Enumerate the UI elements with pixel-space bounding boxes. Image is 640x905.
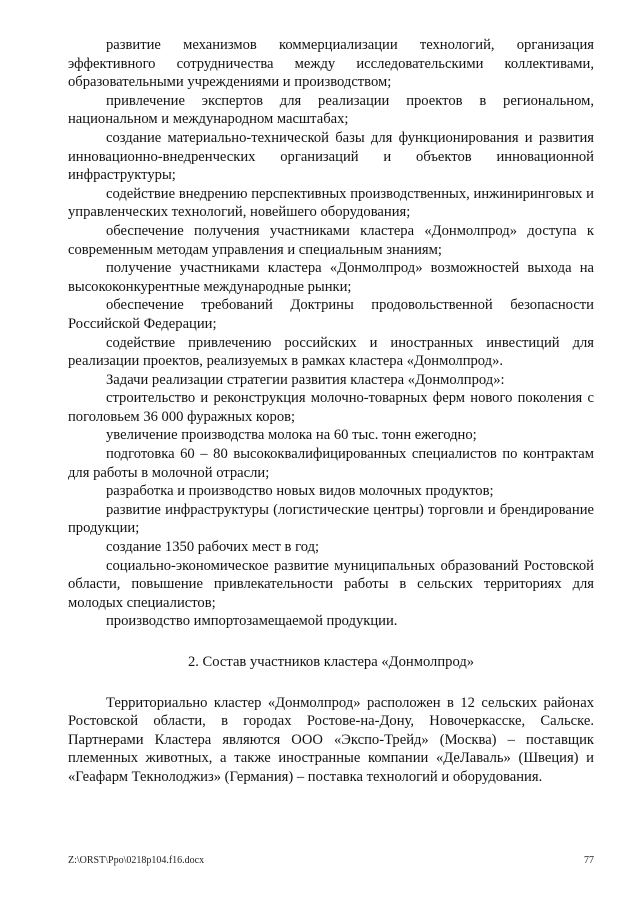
document-body [68, 36, 594, 787]
list-item: развитие механизмов коммерциализации технологий, организация эффективного сотрудничества между исследовательскими коллективами, образовательными учреждениями и производством; [68, 37, 594, 91]
list-item: создание 1350 рабочих мест в год; [106, 539, 320, 556]
section-paragraph: Территориально кластер «Донмолпрод» расположен в 12 сельских районах Ростовской области, в городах Ростове-на-Дону, Новочеркасске, Сальске. Партнерами Кластера являются ООО «Экспо-Трейд» (Москва) – поставщик племенных животных, а также иностранные компании «ДеЛаваль» (Швеция) и «Геафарм Текнолоджиз» (Германия) – поставка технологий и оборудования. [68, 694, 594, 785]
list-item: обеспечение получения участниками кластера «Донмолпрод» доступа к современным методам управления и специальным знаниям; [68, 222, 594, 258]
list-item: увеличение производства молока на 60 тыс. тонн ежегодно; [106, 427, 477, 444]
footer-file-path: Z:\ORST\Ppo\0218p104.f16.docx [68, 855, 205, 866]
tasks-intro: Задачи реализации стратегии развития кластера «Донмолпрод»: [106, 371, 505, 388]
list-item: создание материально-технической базы для функционирования и развития инновационно-внедренческих организаций и объектов инновационной инфраструктуры; [68, 129, 594, 184]
list-item: содействие привлечению российских и иностранных инвестиций для реализации проектов, реализуемых в рамках кластера «Донмолпрод». [68, 334, 594, 370]
list-item: социально-экономическое развитие муниципальных образований Ростовской области, повышение привлекательности работы в сельских территориях для молодых специалистов; [68, 557, 594, 611]
list-item: производство импортозамещаемой продукции. [106, 613, 398, 630]
list-item: обеспечение требований Доктрины продовольственной безопасности Российской Федерации; [68, 297, 594, 332]
list-item: подготовка 60 – 80 высококвалифицированных специалистов по контрактам для работы в молочной отрасли; [68, 446, 594, 481]
section-heading: 2. Состав участников кластера «Донмолпрод» [187, 654, 475, 670]
list-item: строительство и реконструкция молочно-товарных ферм нового поколения с поголовьем 36 000 фуражных коров; [68, 390, 594, 425]
page-number: 77 [584, 855, 594, 866]
list-item: получение участниками кластера «Донмолпрод» возможностей выхода на высококонкурентные международные рынки; [68, 260, 594, 295]
list-item: привлечение экспертов для реализации проектов в региональном, национальном и международном масштабах; [68, 92, 594, 128]
list-item: развитие инфраструктуры (логистические центры) торговли и брендирование продукции; [68, 501, 594, 537]
list-item: содействие внедрению перспективных производственных, инжиниринговых и управленческих технологий, новейшего оборудования; [68, 185, 594, 221]
list-item: разработка и производство новых видов молочных продуктов; [106, 483, 494, 500]
